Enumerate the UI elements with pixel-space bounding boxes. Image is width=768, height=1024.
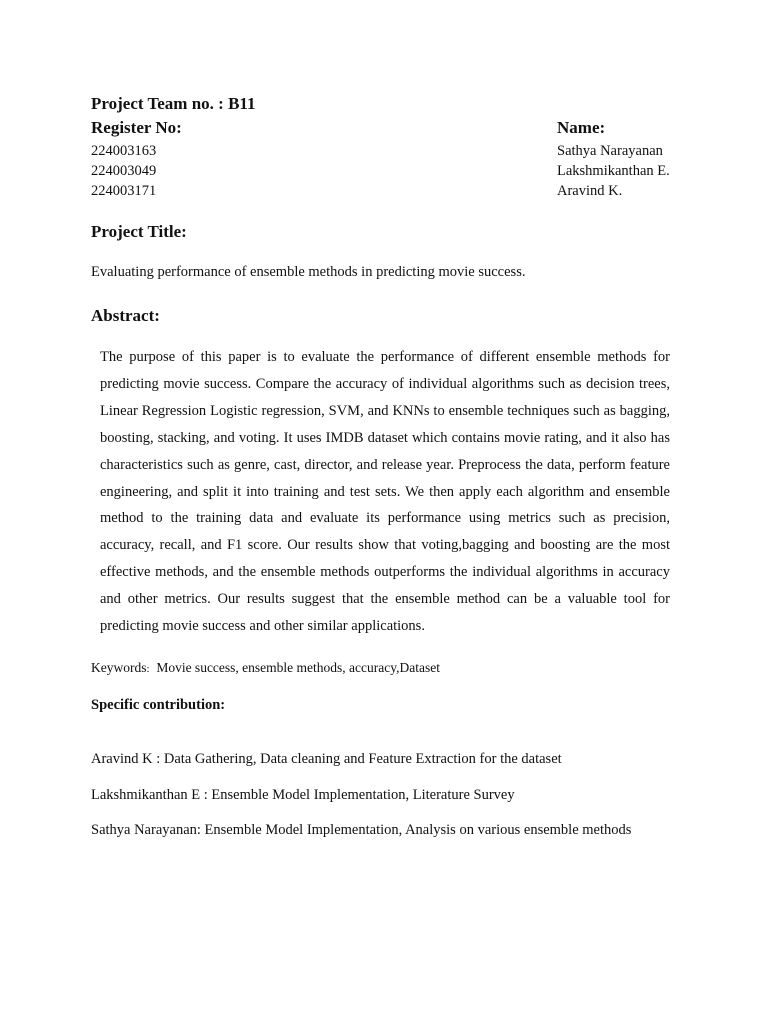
keywords-label: Keywords xyxy=(91,660,147,675)
project-title-text: Evaluating performance of ensemble methods in predicting movie success. xyxy=(91,264,526,280)
keywords-text: Movie success, ensemble methods, accuracy,Dataset xyxy=(156,660,440,675)
register-number: 224003049 xyxy=(91,163,157,179)
register-number: 224003171 xyxy=(91,183,157,199)
contribution-item: Aravind K : Data Gathering, Data cleaning and Feature Extraction for the dataset xyxy=(91,751,562,767)
abstract-body: The purpose of this paper is to evaluate the performance of different ensemble methods for predicting movie success. Compare the accuracy of individual algorithms such as decision trees, Linear Regression Logistic regression, SVM, and KNNs to ensemble techniques such as bagging, boosting, stacking, and voting. It uses IMDB dataset which contains movie rating, and it also has characteristics such as genre, cast, director, and release year. Preprocess the data, perform feature engineering, and split it into training and test sets. We then apply each algorithm and ensemble method to the training data and evaluate its performance using metrics such as precision, accuracy, recall, and F1 score. Our results show that voting,bagging and boosting are the most effective methods, and the ensemble methods outperforms the individual algorithms in accuracy and other metrics. Our results suggest that the ensemble method can be a valuable tool for predicting movie success and other similar applications. xyxy=(100,349,670,635)
register-number: 224003163 xyxy=(91,143,157,159)
project-team-number: Project Team no. : B11 xyxy=(91,94,256,113)
member-name-list xyxy=(557,141,670,201)
specific-contribution-heading: Specific contribution: xyxy=(91,697,226,713)
member-name: Lakshmikanthan E. xyxy=(557,163,670,179)
member-name: Sathya Narayanan xyxy=(557,143,663,159)
register-number-list xyxy=(91,141,156,201)
project-title-heading: Project Title: xyxy=(91,222,187,241)
contribution-item: Lakshmikanthan E : Ensemble Model Implementation, Literature Survey xyxy=(91,787,515,803)
member-name: Aravind K. xyxy=(557,183,623,199)
keywords-separator: : xyxy=(146,663,150,675)
contribution-item: Sathya Narayanan: Ensemble Model Implementation, Analysis on various ensemble methods xyxy=(91,822,632,838)
keywords-line xyxy=(91,660,440,676)
abstract-heading: Abstract: xyxy=(91,306,160,325)
register-number-heading: Register No: xyxy=(91,118,182,137)
name-heading: Name: xyxy=(557,118,606,137)
